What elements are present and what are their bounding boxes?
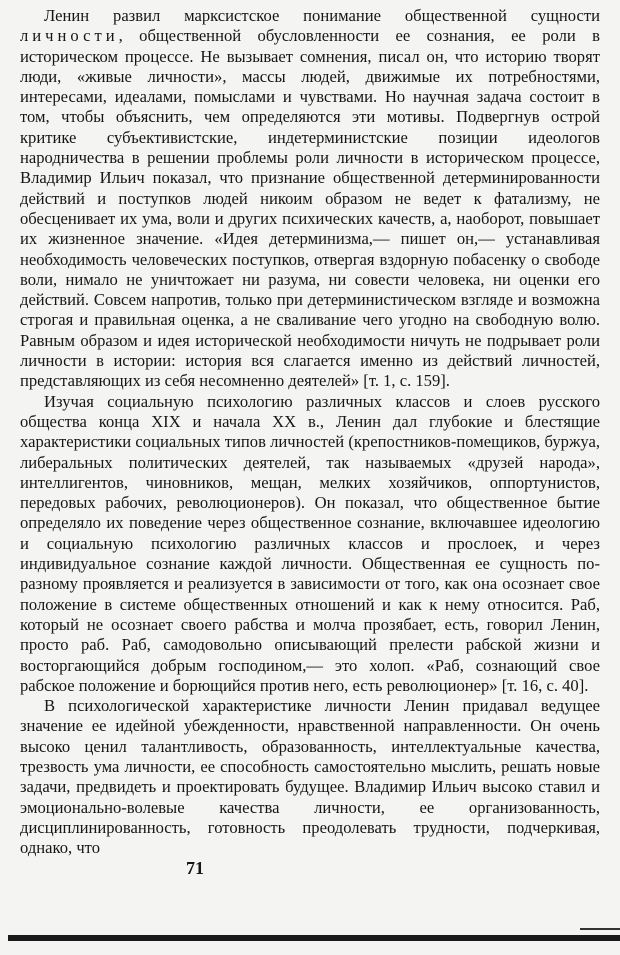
bottom-rule	[8, 935, 620, 941]
paragraph-2: Изучая социальную психологию различных классов и слоев русского общества конца XIX и начала XX в., Ленин дал глубокие и блестящие характеристики социальных типов личностей (крепостников-помещиков, буржуа, либеральных политических деятелей, так называемых «друзей народа», интеллигентов, чиновников, мещан, мелких хозяйчиков, оппортунистов, передовых рабочих, революционеров). Он показал, что общественное бытие определяло их поведение через общественное сознание, включавшее идеологию и социальную психологию различных классов и прослоек, и через индивидуальное сознание каждой личности. Общественная ее сущность по-разному проявляется и реализуется в зависимости от того, как она осознает свое положение в системе общественных отношений и как к нему относится. Раб, который не осознает своего рабства и молча прозябает, есть, говорил Ленин, просто раб. Раб, самодовольно описывающий прелести рабской жизни и восторгающийся добрым господином,— это холоп. «Раб, сознающий свое рабское положение и борющийся против него, есть революционер» [т. 16, с. 40].	[20, 391, 600, 695]
page-number: 71	[186, 858, 204, 878]
paragraph-1-text: , общественной обусловленности ее сознания, ее роли в историческом процессе. Не вызывает сомнения, писал он, что историю творят люди, «живые личности», массы людей, движимые их потребностями, интересами, идеалами, помыслами и чувствами. Но научная задача состоит в том, чтобы объяснить, чем определяются эти мотивы. Подвергнув острой критике субъективистские, индетерминистские позиции идеологов народничества в решении проблемы роли личности в историческом процессе, Владимир Ильич показал, что признание общественной детерминированности действий и поступков людей никоим образом не ведет к фатализму, не обесценивает их ума, воли и других психических качеств, а, наоборот, повышает их жизненное значение. «Идея детерминизма,— пишет он,— устанавливая необходимость человеческих поступков, отвергая вздорную побасенку о свободе воли, нимало не уничтожает ни разума, ни совести человека, ни оценки его действий. Совсем напротив, только при детерминистическом взгляде и возможна строгая и правильная оценка, а не сваливание чего угодно на свободную волю. Равным образом и идея исторической необходимости ничуть не подрывает роли личности в истории: история вся слагается именно из действий личностей, представляющих из себя несомненно деятелей» [т. 1, с. 159].	[20, 26, 600, 391]
paragraph-1-lead: Ленин развил марксистское понимание общественной сущности	[44, 6, 600, 25]
edge-mark	[580, 928, 620, 930]
paragraph-1	[20, 6, 600, 392]
paragraph-1-spaced-word: личности	[20, 26, 119, 46]
text-body	[20, 6, 600, 858]
paragraph-3: В психологической характеристике личности Ленин придавал ведущее значение ее идейной убежденности, нравственной направленности. Он очень высоко ценил талантливость, образованность, интеллектуальные качества, трезвость ума личности, ее способность самостоятельно мыслить, решать новые задачи, предвидеть и проектировать будущее. Владимир Ильич высоко ставил и эмоционально-волевые качества личности, ее организованность, дисциплинированность, готовность преодолевать трудности, подчеркивая, однако, что	[20, 696, 600, 858]
